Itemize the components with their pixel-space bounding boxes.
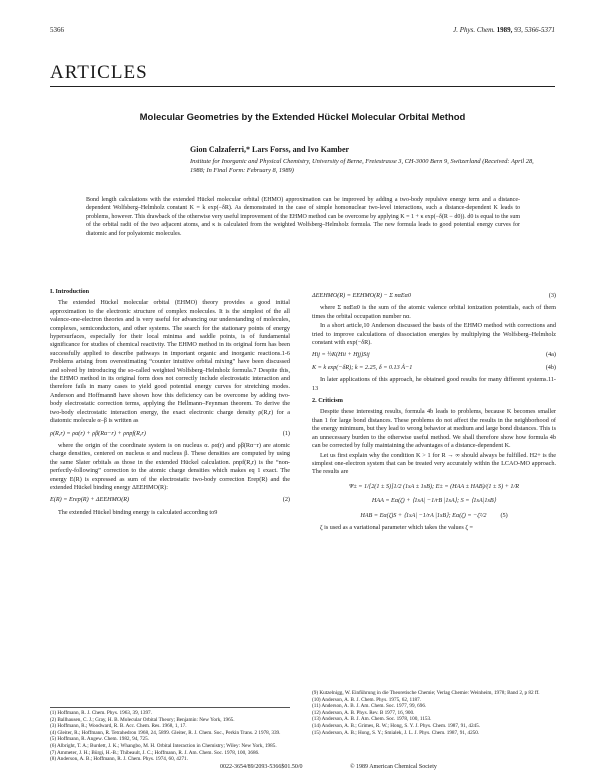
- paragraph: The extended Hückel molecular orbital (EHMO) theory provides a good initial approximation to the electronic structure of complex molecules. It is the simplest of the all valence-one-electron theories and is very useful for advancing our understanding of molecules, complexes, semiconductors, and other systems. The search for the stationary points of energy hypersurfaces, especially for their local minima and saddle points, is of fundamental significance for studies of chemical reactivity. The EHMO method in its original form has been successfully applied to describe pathways in important organic and inorganic reactions.1-6 Problems arising from overestimating “counter intuitive orbital mixing” have been discussed and solved by introducing the so-called weighted Wolfsberg–Helmholz formula.7 Despite this, the EHMO method in its original form does not correctly include electrostatic interaction and therefore fails in many cases to yield good potential energy curves for stretching modes. Anderson and Hoffmann8 have shown how this deficiency can be overcome by adding two-body electrostatic correction terms, applying the Hellmann–Feynman theorem. To derive the two-body electrostatic interaction energy, the exact electronic charge density ρ(R,r) for a diatomic molecule α–β is written as: [50, 299, 290, 425]
- paragraph: Despite these interesting results, formula 4b leads to problems, because K becomes smaller than 1 for large bond distances. These problems do not affect the results in the neighborhood of the energy minimum, but they lead to wrong behavior at medium and large bond distances. This is an unnecessary burden to the otherwise useful method. We shall therefore show how formula 4b can be corrected by fully maintaining the advantages of a distance-dependent K.: [312, 408, 556, 450]
- footnote: (14) Anderson, A. B.; Grimes, R. W.; Hong, S. Y. J. Phys. Chem. 1987, 91, 4245.: [312, 722, 481, 729]
- footnote: (8) Anderson, A. B.; Hoffmann, R. J. Chem. Phys. 1974, 60, 4271.: [50, 756, 188, 763]
- equation-4b: [312, 364, 556, 372]
- paragraph: In a short article,10 Anderson discussed the basis of the EHMO method with corrections and tried to improve calculations of dissociation energies by multiplying the Wolfsberg–Helmholz constant with exp(−δR).: [312, 322, 556, 347]
- footnote: (9) Kutzelnigg, W. Einführung in die Theoretische Chemie; Verlag Chemie: Weinheim, 1978; Band 2, p 82 ff.: [312, 690, 540, 696]
- section-criticism: 2. Criticism: [312, 397, 343, 405]
- footnote: (1) Hoffmann, R. J. Chem. Phys. 1963, 39, 1397.: [50, 710, 152, 716]
- equation-4a: [312, 351, 556, 359]
- paragraph: Let us first explain why the condition K > 1 for R → ∞ should always be fulfilled. H2+ is the simplest one-electron system that can be treated very accurately within the LCAO-MO approach. The results are: [312, 451, 556, 476]
- journal-citation: [453, 26, 555, 34]
- article-code: 0022-3654/89/2093-5366$01.50/0: [220, 764, 303, 770]
- footnote: (12) Anderson, A. B. Phys. Rev. B 1977, 16, 900.: [312, 709, 415, 716]
- footnotes-left: [50, 707, 290, 763]
- journal-year: 1989,: [496, 26, 513, 34]
- abstract: Bond length calculations with the extended Hückel molecular orbital (EHMO) approximation can be improved by adding a two-body repulsive energy term and a distance-dependent Wolfsberg–Helmholz constant K = k exp(−δR). As demonstrated in the case of simple homonuclear two-level interactions, such a distance-dependent K leads to problems, however. This drawback of the otherwise very useful improvement of the EHMO method can be overcome by applying K = 1 + κ exp(−δ(R − d0)). d0 is equal to the sum of the orbital radii of the two adjacent atoms, and κ is calculated from the weighted Wolfsberg–Helmholz formula. The new formula leads to good potential energy curves for diatomic and for polyatomic molecules.: [86, 197, 520, 237]
- journal-name: J. Phys. Chem.: [453, 26, 495, 34]
- right-column: [312, 288, 556, 533]
- footnote: (7) Ammeter, J. H.; Bürgi, H.-B.; Thibeault, J. C.; Hoffmann, R. J. Am. Chem. Soc. 1978, 100, 3686.: [50, 749, 260, 756]
- paragraph: where Σ nαEα0 is the sum of the atomic valence orbital ionization potentials, each of them times the orbital occupation number nα.: [312, 304, 556, 320]
- equation-number: (1): [282, 429, 290, 437]
- paragraph: In later applications of this approach, he obtained good results for many different systems.11-13: [312, 376, 556, 392]
- footnote: (10) Anderson, A. B. J. Chem. Phys. 1975, 62, 1187.: [312, 696, 422, 703]
- copyright: © 1989 American Chemical Society: [350, 764, 437, 770]
- paragraph: ζ is used as a variational parameter which takes the values ζ =: [320, 523, 473, 531]
- heading-rule: [50, 86, 555, 87]
- equation-number: (4b): [545, 363, 556, 371]
- footnote: (4) Gleiter, R.; Hoffmann, R. Tetrahedron 1968, 24, 5899. Gleiter, R. J. Chem. Soc., Perkin Trans. 2 1978, 339.: [50, 729, 281, 736]
- authors: Gion Calzaferri,* Lars Forss, and Ivo Kamber: [190, 145, 350, 154]
- equation-5-line-3: [312, 512, 556, 520]
- equation-body: E(R) = Erep(R) + ΔEEHMO(R): [50, 496, 130, 504]
- article-title: Molecular Geometries by the Extended Hückel Molecular Orbital Method: [139, 112, 466, 123]
- equation-number: (5): [500, 511, 508, 519]
- equation-body: Hij = ½K(Hii + Hjj)Sij: [312, 351, 370, 359]
- footnote: (15) Anderson, A. B.; Hong, S. Y.; Smialek, J. L. J. Phys. Chem. 1987, 91, 4250.: [312, 729, 480, 736]
- equation-number: (3): [548, 292, 556, 299]
- equation-number: (2): [282, 496, 290, 504]
- footnotes-right: [312, 690, 556, 736]
- equation-body: K = k exp(−δR); k = 2.25, δ = 0.13 Å−1: [312, 363, 413, 371]
- footnote: (6) Albright, T. A.; Burdett, J. K.; Whangbo, M. H. Orbital Interaction in Chemistry; Wiley: New York, 1985.: [50, 742, 277, 749]
- paragraph: where the origin of the coordinate system is on nucleus α. ρα(r) and ρβ(Rα−r) are atomic charge densities, centered on nucleus α and nucleus β. These densities are computed by using the same Slater orbitals as those in the extended Hückel calculation. ρnpf(R,r) is the “non-perfectly-following” correction to the atomic charge densities which makes eq 1 exact. The energy E(R) is expressed as sum of the electrostatic two-body correction Erep(R) and the extended Hückel binding energy ΔEEHMO(R):: [50, 441, 290, 491]
- footnote: (5) Hoffmann, R. Angew. Chem. 1982, 94, 725.: [50, 736, 149, 743]
- affiliation: Institute for Inorganic and Physical Chemistry, University of Berne, Freiestrasse 3, CH-3000 Bern 9, Switzerland (Received: April 28, 1988; In Final Form: February 8, 1989): [190, 158, 534, 174]
- page-number: 5366: [50, 26, 64, 34]
- equation-1: [50, 430, 290, 438]
- equation-2: [50, 496, 290, 504]
- section-introduction: I. Introduction: [50, 288, 90, 295]
- equation-5-line-2: HAA = Eα(ζ) + ⟨1sA| −1/rB |1sA⟩; S = ⟨1sA|1sB⟩: [371, 497, 497, 505]
- footnote: (11) Anderson, A. B. J. Am. Chem. Soc. 1977, 99, 696.: [312, 703, 427, 710]
- journal-volume: 93, 5366-5371: [514, 26, 555, 34]
- equation-body: ΔEEHMO(R) = EEHMO(R) − Σ nαEα0: [312, 292, 411, 299]
- footnote: (2) Ballhausen, C. J.; Gray, H. B. Molecular Orbital Theory; Benjamin: New York, 1965.: [50, 716, 235, 723]
- paragraph: The extended Hückel binding energy is calculated according to9: [58, 508, 218, 516]
- section-heading: ARTICLES: [50, 62, 148, 83]
- footnote: (13) Anderson, A. B. J. Am. Chem. Soc. 1978, 100, 1153.: [312, 716, 432, 723]
- equation-3: [312, 292, 556, 300]
- equation-number: (4a): [546, 351, 556, 359]
- footnote: (3) Hoffmann, R.; Woodward, R. B. Acc. Chem. Res. 1968, 1, 17.: [50, 723, 187, 730]
- left-column: [50, 288, 290, 518]
- equation-body: HAB = Eα(ζ)S + ⟨1sA| −1/rA |1sB⟩; Eα(ζ) = −ζ²/2: [360, 511, 487, 519]
- equation-body: ρ(R,r) = ρα(r) + ρβ(Rα−r) + ρnpf(R,r): [50, 429, 146, 437]
- equation-5-line-1: Ψ± = 1/[2(1 ± S)]1/2 (1sA ± 1sB); E± = (HAA ± HAB)/(1 ± S) + 1/R: [348, 482, 520, 490]
